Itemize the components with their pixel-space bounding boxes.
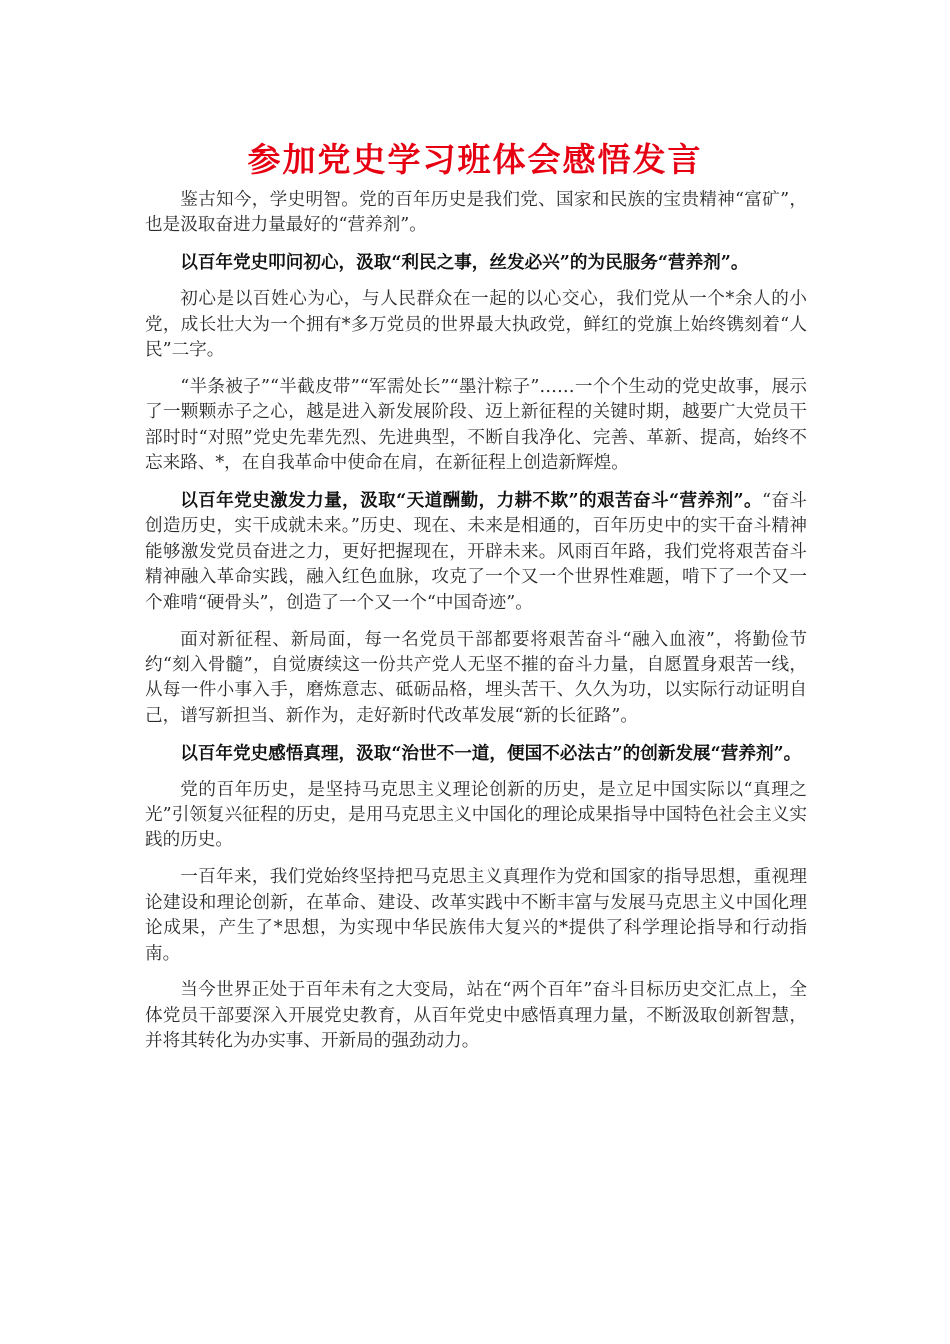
paragraph-2: 初心是以百姓心为心，与人民群众在一起的以心交心，我们党从一个*余人的小党，成长壮大为一个拥有*多万党员的世界最大执政党，鲜红的党旗上始终镌刻着“人民”二字。 bbox=[145, 289, 807, 361]
paragraph-7: 一百年来，我们党始终坚持把马克思主义真理作为党和国家的指导思想，重视理论建设和理论创新，在革命、建设、改革实践中不断丰富与发展马克思主义中国化理论成果，产生了*思想，为实现中华民族伟大复兴的*提供了科学理论指导和行动指南。 bbox=[145, 867, 807, 964]
paragraph-intro: 鉴古知今，学史明智。党的百年历史是我们党、国家和民族的宝贵精神“富矿”，也是汲取奋进力量最好的“营养剂”。 bbox=[145, 190, 807, 236]
document-body bbox=[145, 188, 807, 1066]
paragraph-6: 党的百年历史，是坚持马克思主义理论创新的历史，是立足中国实际以“真理之光”引领复兴征程的历史，是用马克思主义中国化的理论成果指导中国特色社会主义实践的历史。 bbox=[145, 779, 807, 851]
paragraph-4-text: “奋斗创造历史，实干成就未来。”历史、现在、未来是相通的，百年历史中的实干奋斗精神能够激发党员奋进之力，更好把握现在，开辟未来。风雨百年路，我们党将艰苦奋斗精神融入革命实践，融入红色血脉，攻克了一个又一个世界性难题，啃下了一个又一个难啃“硬骨头”，创造了一个又一个“中国奇迹”。 bbox=[145, 491, 807, 613]
section-heading-1: 以百年党史叩问初心，汲取“利民之事，丝发必兴”的为民服务“营养剂”。 bbox=[180, 252, 749, 274]
paragraph-5: 面对新征程、新局面，每一名党员干部都要将艰苦奋斗“融入血液”，将勤俭节约“刻入骨髓”，自觉赓续这一份共产党人无坚不摧的奋斗力量，自愿置身艰苦一线，从每一件小事入手，磨炼意志、砥砺品格，埋头苦干、久久为功，以实际行动证明自己，谱写新担当、新作为，走好新时代改革发展“新的长征路”。 bbox=[145, 629, 807, 726]
document-title: 参加党史学习班体会感悟发言 bbox=[247, 140, 703, 179]
section-heading-2: 以百年党史激发力量，汲取“天道酬勤，力耕不欺”的艰苦奋斗“营养剂”。 bbox=[180, 490, 763, 512]
section-heading-3: 以百年党史感悟真理，汲取“治世不一道，便国不必法古”的创新发展“营养剂”。 bbox=[180, 742, 802, 764]
paragraph-3: “半条被子”“半截皮带”“军需处长”“墨汁粽子”……一个个生动的党史故事，展示了一颗颗赤子之心，越是进入新发展阶段、迈上新征程的关键时期，越要广大党员干部时时“对照”党史先辈先烈、先进典型，不断自我净化、完善、革新、提高，始终不忘来路、*，在自我革命中使命在肩，在新征程上创造新辉煌。 bbox=[145, 376, 807, 474]
paragraph-4 bbox=[145, 488, 807, 616]
paragraph-8: 当今世界正处于百年未有之大变局，站在“两个百年”奋斗目标历史交汇点上，全体党员干部要深入开展党史教育，从百年党史中感悟真理力量，不断汲取创新智慧，并将其转化为办实事、开新局的强劲动力。 bbox=[145, 980, 807, 1052]
